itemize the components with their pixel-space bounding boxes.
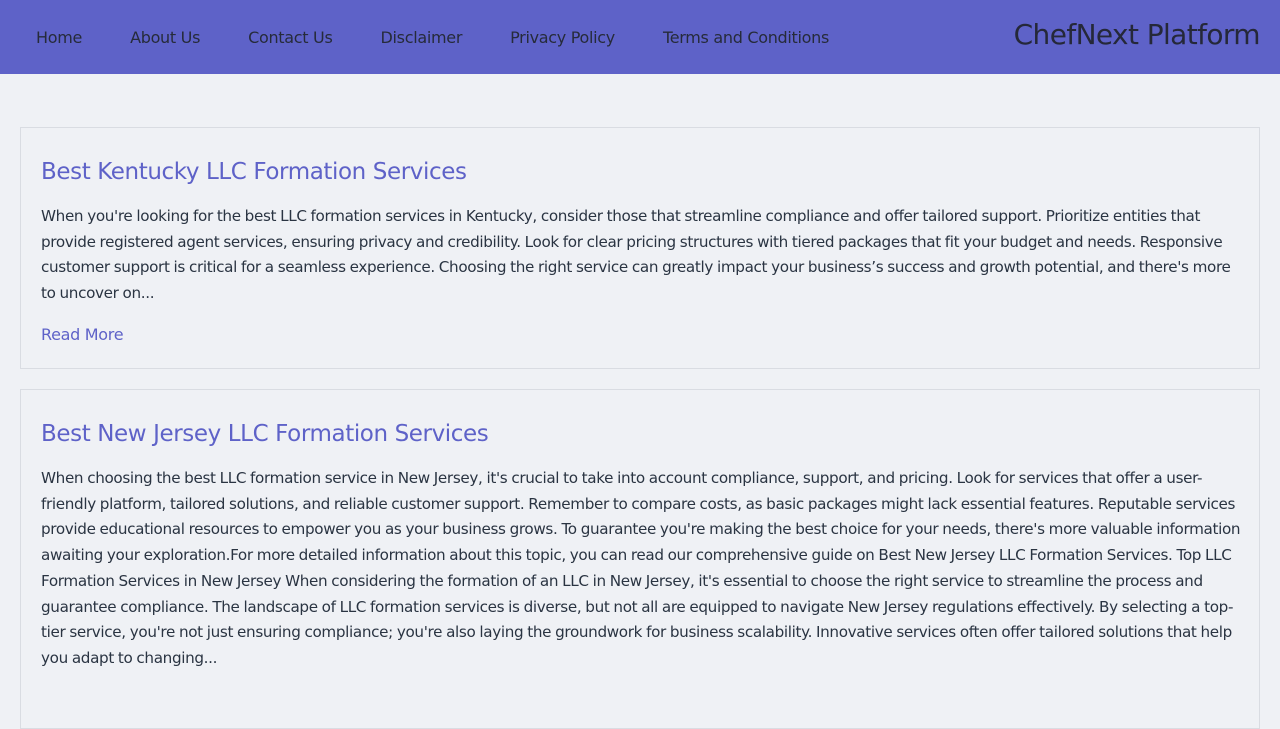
nav-about-us-link[interactable]: About Us bbox=[130, 27, 201, 47]
post-excerpt: When you're looking for the best LLC formation services in Kentucky, consider those that streamline compliance and offer tailored support. Prioritize entities that provide registered agent services, ensuring privacy and credibility. Look for clear pricing structures with tiered packages that fit your budget and needs. Responsive customer support is critical for a seamless experience. Choosing the right service can greatly impact your business’s success and growth potential, and there's more to uncover on... bbox=[41, 207, 1231, 303]
post-card bbox=[20, 389, 1260, 729]
post-title[interactable]: Best Kentucky LLC Formation Services bbox=[41, 159, 467, 185]
post-title[interactable]: Best New Jersey LLC Formation Services bbox=[41, 421, 489, 447]
site-header bbox=[0, 0, 1280, 74]
nav-contact-us-link[interactable]: Contact Us bbox=[248, 27, 333, 47]
post-excerpt: When choosing the best LLC formation service in New Jersey, it's crucial to take into account compliance, support, and pricing. Look for services that offer a user-friendly platform, tailored solutions, and reliable customer support. Remember to compare costs, as basic packages might lack essential features. Reputable services provide educational resources to empower you as your business grows. To guarantee you're making the best choice for your needs, there's more valuable information awaiting your exploration.For more detailed information about this topic, you can read our comprehensive guide on Best New Jersey LLC Formation Services. Top LLC Formation Services in New Jersey When considering the formation of an LLC in New Jersey, it's essential to choose the right service to streamline the process and guarantee compliance. The landscape of LLC formation services is diverse, but not all are equipped to navigate New Jersey regulations effectively. By selecting a top-tier service, you're not just ensuring compliance; you're also laying the groundwork for business scalability. Innovative services often offer tailored solutions that help you adapt to changing... bbox=[41, 469, 1241, 667]
nav-privacy-policy-link[interactable]: Privacy Policy bbox=[510, 27, 615, 47]
post-card bbox=[20, 127, 1260, 369]
read-more-link[interactable]: Read More bbox=[41, 325, 124, 344]
nav-home-link[interactable]: Home bbox=[36, 27, 83, 47]
nav-disclaimer-link[interactable]: Disclaimer bbox=[380, 27, 463, 47]
main-nav bbox=[36, 0, 877, 74]
site-brand[interactable]: ChefNext Platform bbox=[1013, 18, 1260, 51]
nav-terms-link[interactable]: Terms and Conditions bbox=[662, 27, 830, 47]
